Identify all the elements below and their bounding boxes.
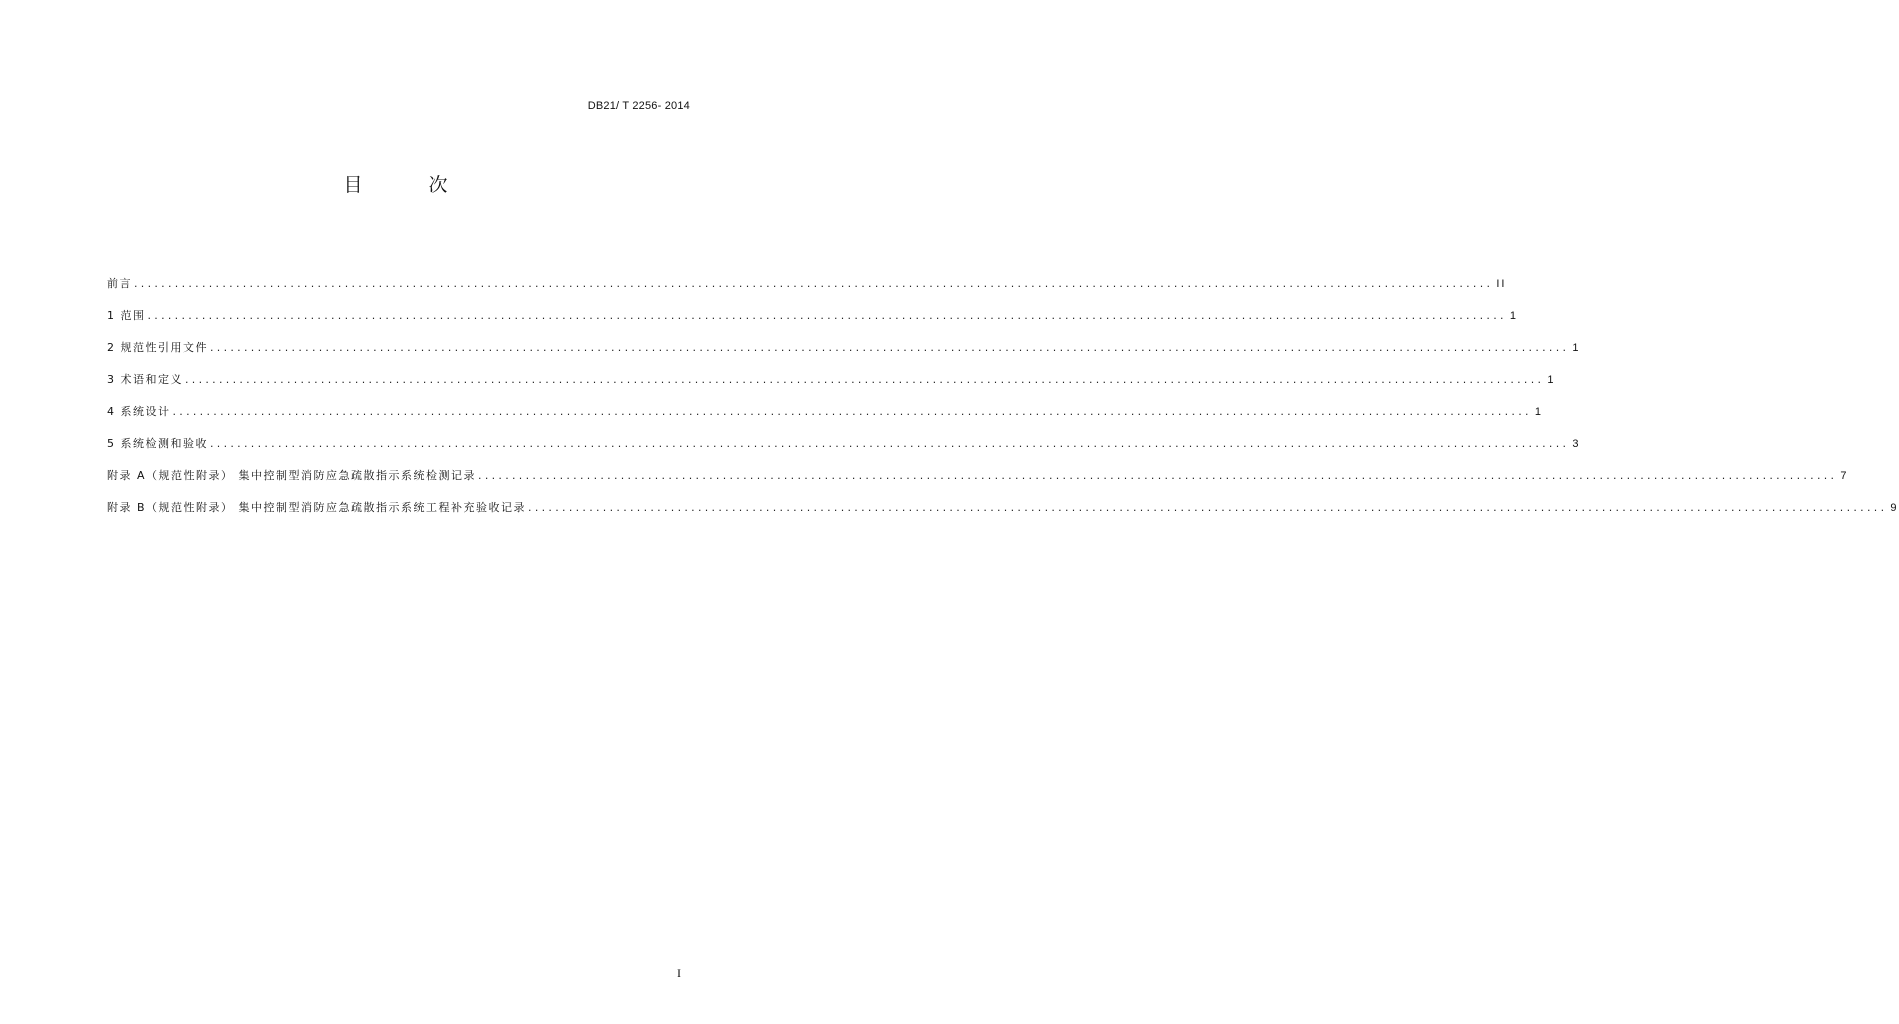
toc-list	[107, 276, 1899, 532]
toc-dot-leader: ........................................................................................................................................................................................................	[478, 469, 1838, 482]
toc-entry-label: 4 系统设计	[107, 405, 171, 418]
toc-entry-page: 9	[1890, 502, 1899, 514]
toc-entry-appendix-b[interactable]	[107, 500, 1899, 532]
toc-entry-page: 3	[1572, 438, 1581, 450]
page-number: I	[677, 966, 681, 980]
toc-entry-testing-acceptance[interactable]	[107, 436, 1581, 468]
toc-dot-leader: ........................................................................................................................................................................................................	[528, 501, 1888, 514]
toc-entry-label: 5 系统检测和验收	[107, 437, 208, 450]
toc-entry-label: 附录 A（规范性附录） 集中控制型消防应急疏散指示系统检测记录	[107, 469, 477, 482]
toc-entry-appendix-a[interactable]	[107, 468, 1849, 500]
toc-title: 目 次	[343, 174, 478, 196]
toc-entry-page: II	[1496, 278, 1507, 290]
toc-dot-leader: ........................................................................................................................................................................................................	[147, 309, 1507, 322]
toc-entry-label: 3 术语和定义	[107, 373, 183, 386]
toc-entry-page: 7	[1840, 470, 1849, 482]
toc-entry-page: 1	[1547, 374, 1556, 386]
toc-dot-leader: ........................................................................................................................................................................................................	[172, 405, 1532, 418]
toc-entry-page: 1	[1534, 406, 1543, 418]
toc-entry-foreword[interactable]	[107, 276, 1507, 308]
toc-entry-scope[interactable]	[107, 308, 1518, 340]
toc-entry-label: 2 规范性引用文件	[107, 341, 208, 354]
toc-entry-page: 1	[1509, 310, 1518, 322]
toc-dot-leader: ........................................................................................................................................................................................................	[210, 341, 1570, 354]
toc-dot-leader: ........................................................................................................................................................................................................	[134, 277, 1494, 290]
toc-entry-terms-definitions[interactable]	[107, 372, 1556, 404]
toc-dot-leader: ........................................................................................................................................................................................................	[210, 437, 1570, 450]
toc-entry-normative-references[interactable]	[107, 340, 1581, 372]
toc-entry-label: 1 范围	[107, 309, 146, 322]
toc-entry-label: 附录 B（规范性附录） 集中控制型消防应急疏散指示系统工程补充验收记录	[107, 501, 527, 514]
toc-entry-label: 前言	[107, 277, 132, 290]
toc-entry-page: 1	[1572, 342, 1581, 354]
document-code: DB21/ T 2256- 2014	[587, 100, 690, 112]
toc-entry-system-design[interactable]	[107, 404, 1543, 436]
toc-dot-leader: ........................................................................................................................................................................................................	[185, 373, 1545, 386]
